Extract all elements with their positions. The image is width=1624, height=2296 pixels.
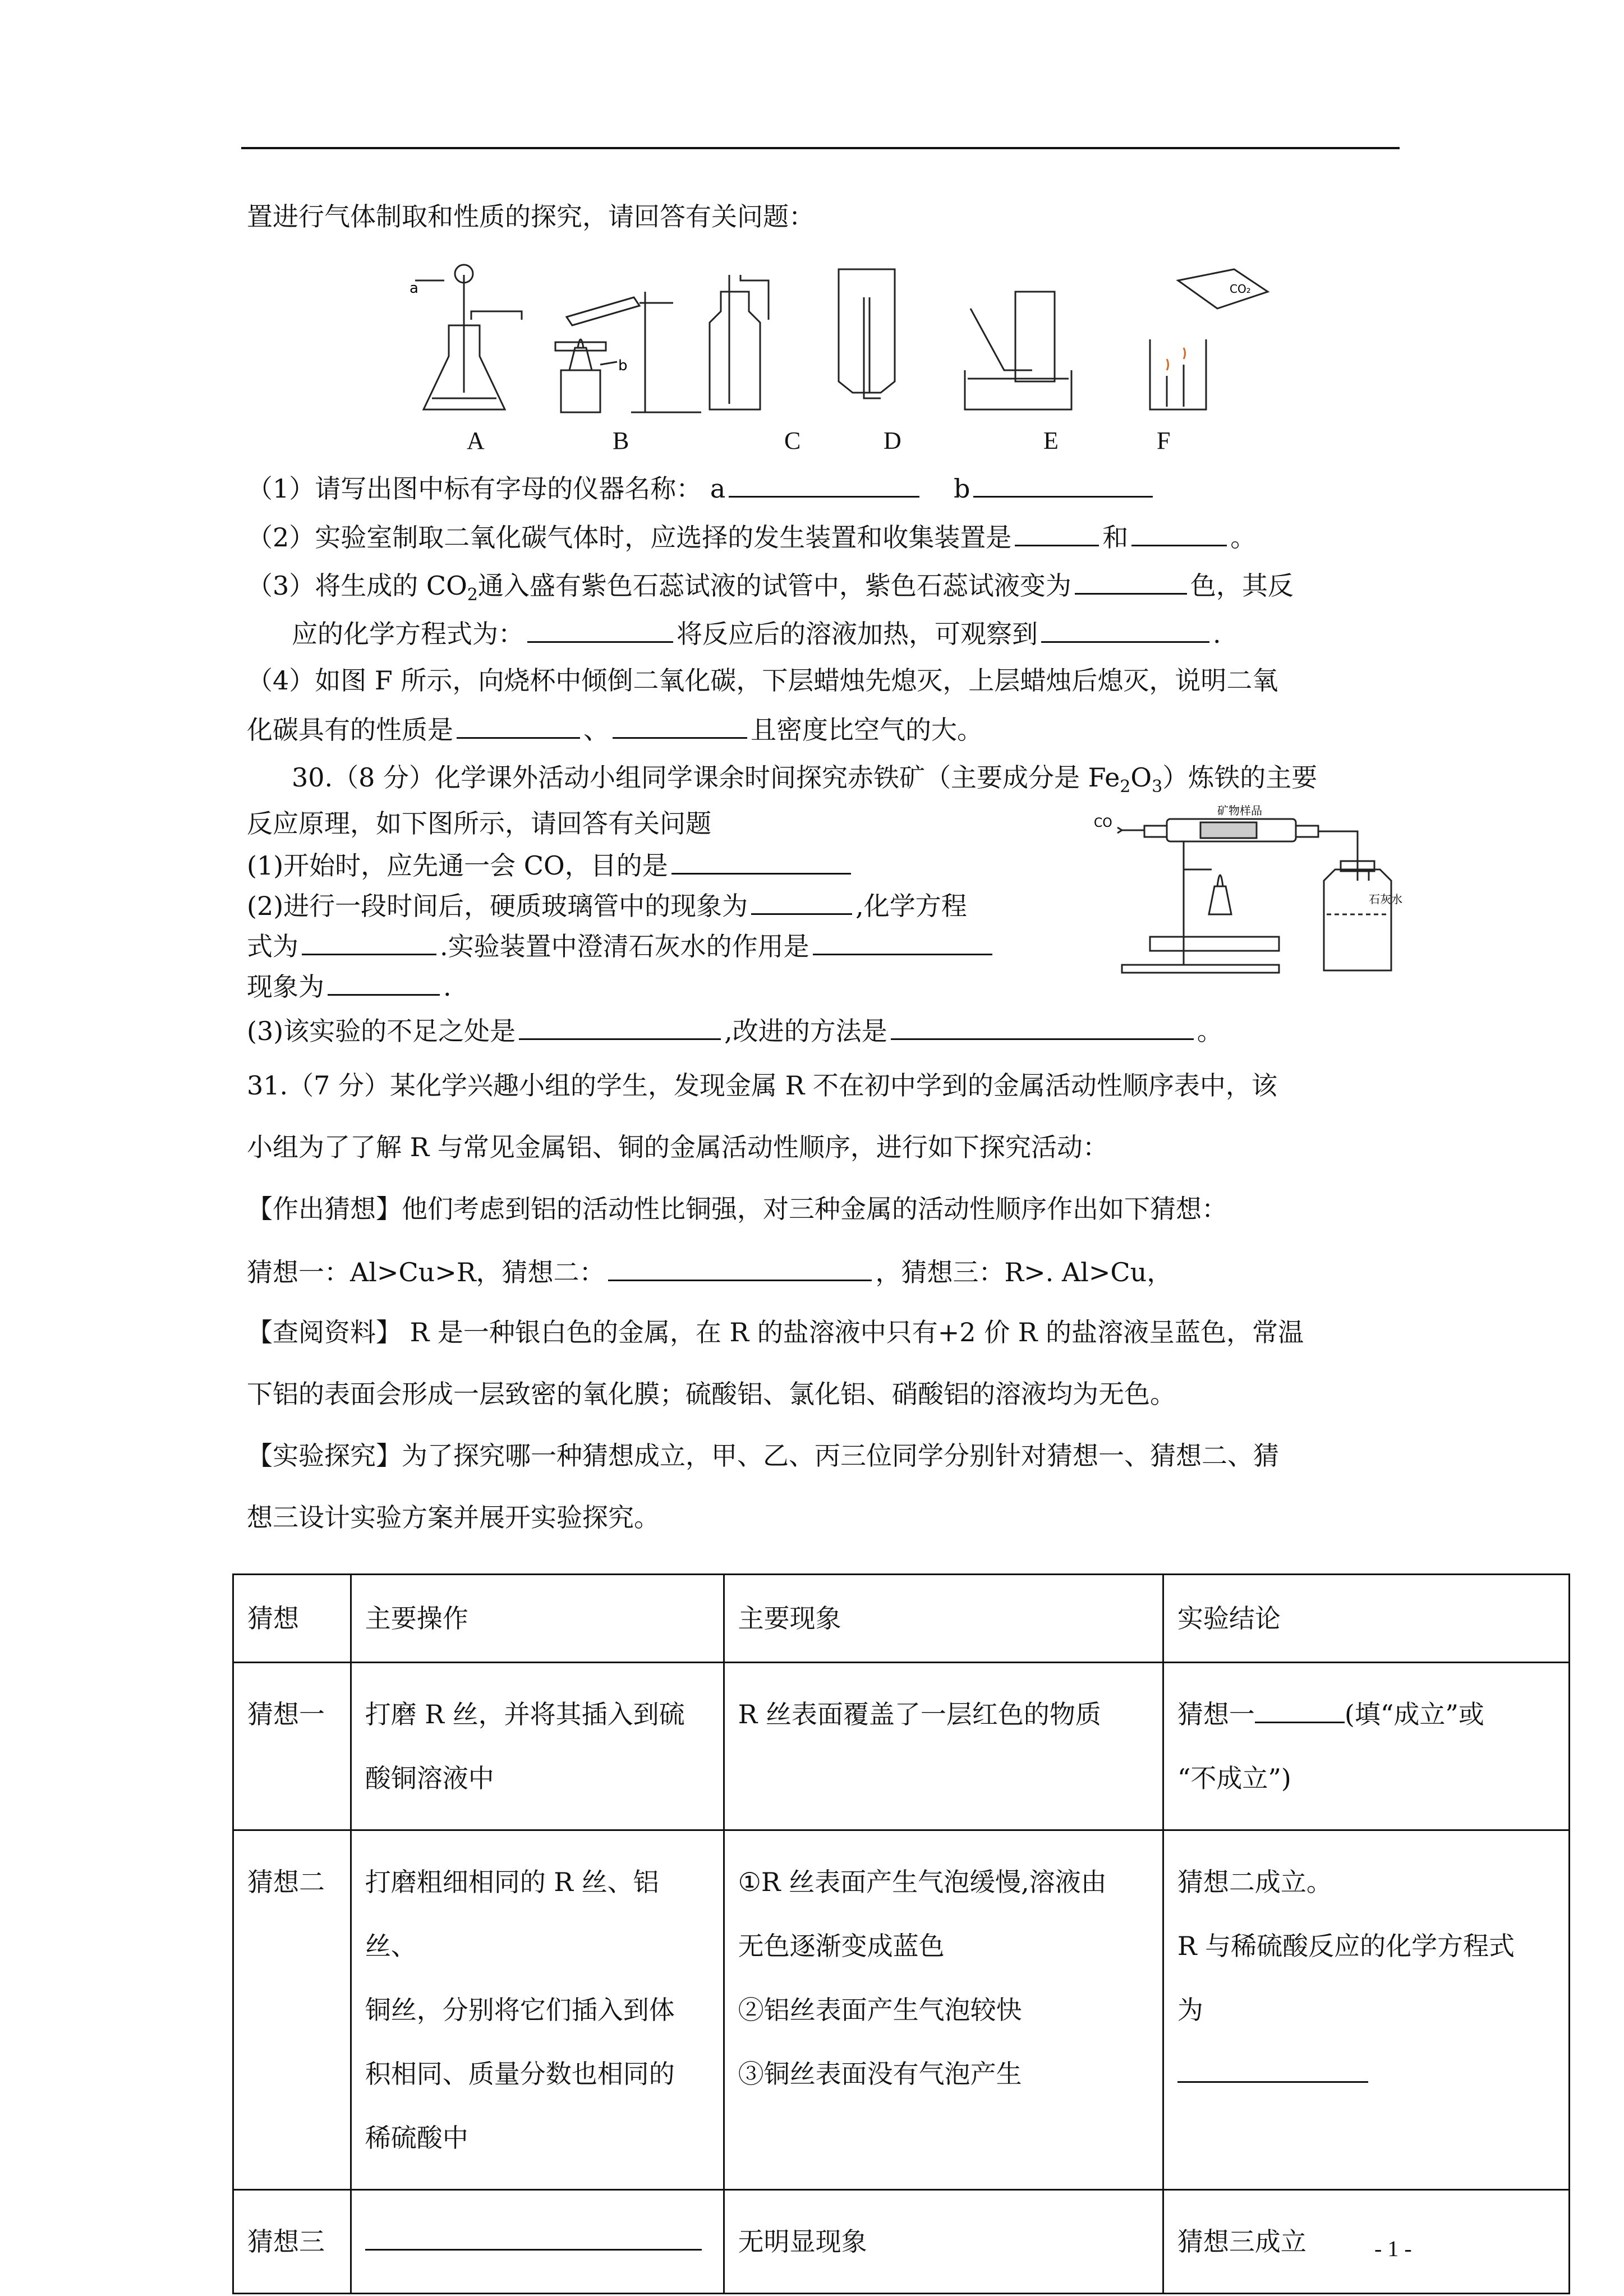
figure-label-d: D: [884, 427, 901, 454]
table-header: 主要现象: [724, 1575, 1163, 1663]
figure-label-c: C: [784, 427, 801, 454]
answer-blank-conclusion1[interactable]: [1255, 1694, 1345, 1723]
table-row: [233, 1663, 1570, 1830]
q31-line2: 小组为了了解 R 与常见金属铝、铜的金属活动性顺序，进行如下探究活动：: [247, 1132, 1108, 1162]
answer-blank-limewater-role[interactable]: [813, 928, 992, 955]
table-header: 主要操作: [351, 1575, 724, 1663]
q29-part3-line2: 应的化学方程式为： 将反应后的溶液加热，可观察到 .: [292, 615, 1221, 651]
q30-line7: (3)该实验的不足之处是 ,改进的方法是 。: [247, 1013, 1223, 1048]
table-cell: R 丝表面覆盖了一层红色的物质: [724, 1663, 1163, 1830]
mark-b: b: [618, 357, 628, 374]
q29-part4-line2: 化碳具有的性质是 、 且密度比空气的大。: [247, 711, 983, 747]
q31-line5: 【查阅资料】 R 是一种银白色的金属，在 R 的盐溶液中只有+2 价 R 的盐溶液呈蓝色，常温: [247, 1317, 1304, 1347]
q31-line1: 31.（7 分）某化学兴趣小组的学生，发现金属 R 不在初中学到的金属活动性顺序表中，该: [247, 1070, 1277, 1101]
header-rule: [241, 147, 1400, 149]
table-cell: 猜想三: [233, 2190, 351, 2294]
table-row: [233, 2190, 1570, 2294]
table-cell: ①R 丝表面产生气泡缓慢,溶液由 无色逐渐变成蓝色 ②铝丝表面产生气泡较快 ③铜丝表面没有气泡产生: [724, 1830, 1163, 2190]
q30-line5: 式为 .实验装置中澄清石灰水的作用是: [247, 928, 996, 963]
answer-blank-equation[interactable]: [527, 615, 673, 643]
apparatus-figure: [410, 258, 1290, 426]
answer-blank-hypothesis2[interactable]: [608, 1254, 872, 1281]
q30-line1: 30.（8 分）化学课外活动小组同学课余时间探究赤铁矿（主要成分是 $Fe_2O_3$）炼铁的主要: [292, 762, 1318, 797]
fig-label-co: CO: [1094, 816, 1112, 830]
q31-line8: 想三设计实验方案并展开实验探究。: [247, 1502, 660, 1533]
figure-label-a: A: [467, 427, 485, 454]
answer-blank-color[interactable]: [1075, 567, 1187, 595]
table-cell: 猜想一 (填“成立”或 “不成立”): [1163, 1663, 1569, 1830]
mark-a: a: [410, 280, 418, 297]
apparatus-e-trough: [965, 292, 1071, 409]
answer-blank-shortcoming[interactable]: [519, 1013, 721, 1040]
apparatus-b-heating: [555, 292, 701, 412]
q31-line3: 【作出猜想】他们考虑到铝的活动性比铜强，对三种金属的活动性顺序作出如下猜想：: [247, 1194, 1227, 1224]
figure-label-b: B: [613, 427, 629, 454]
answer-blank-limewater-phenomenon[interactable]: [328, 968, 440, 996]
answer-blank-generator[interactable]: [1015, 519, 1099, 546]
answer-blank-a[interactable]: [729, 470, 919, 498]
answer-blank-purpose[interactable]: [671, 847, 851, 875]
apparatus-d-bottle: [839, 269, 895, 398]
answer-blank-phenomenon[interactable]: [751, 887, 852, 915]
mark-co2: CO₂: [1230, 282, 1251, 296]
table-cell: 猜想二: [233, 1830, 351, 2190]
table-header: 猜想: [233, 1575, 351, 1663]
q29-part4-line1: （4）如图 F 所示，向烧杯中倾倒二氧化碳，下层蜡烛先熄灭，上层蜡烛后熄灭，说明二氧: [247, 665, 1278, 696]
q29-part1: （1）请写出图中标有字母的仪器名称： a b: [247, 470, 1156, 505]
table-row: [233, 1830, 1570, 2190]
table-header: 实验结论: [1163, 1575, 1569, 1663]
table-header-row: [233, 1575, 1570, 1663]
q30-line2: 反应原理，如下图所示，请回答有关问题: [247, 808, 711, 839]
table-cell: 无明显现象: [724, 2190, 1163, 2294]
answer-blank-b[interactable]: [973, 470, 1153, 498]
answer-blank-equation2[interactable]: [302, 928, 436, 955]
q31-line6: 下铝的表面会形成一层致密的氧化膜；硫酸铝、氯化铝、硝酸铝的溶液均为无色。: [247, 1379, 1176, 1409]
table-cell: 猜想一: [233, 1663, 351, 1830]
answer-blank-property1[interactable]: [457, 711, 580, 739]
answer-blank-r-equation[interactable]: [1177, 2053, 1368, 2083]
q29-part3-line1: （3）将生成的 $CO_2$通入盛有紫色石蕊试液的试管中，紫色石蕊试液变为 色，其反: [247, 567, 1294, 612]
q31-line4: 猜想一：Al>Cu>R，猜想二： ，猜想三：R>. Al>Cu，: [247, 1254, 1172, 1289]
iron-smelting-figure: [1088, 802, 1414, 982]
apparatus-c-bottle: [710, 275, 769, 409]
q29-part2: （2）实验室制取二氧化碳气体时，应选择的发生装置和收集装置是 和 。: [247, 519, 1256, 554]
answer-blank-improvement[interactable]: [891, 1013, 1194, 1040]
table-cell: 打磨 R 丝，并将其插入到硫 酸铜溶液中: [351, 1663, 724, 1830]
page-number: - 1 -: [1374, 2236, 1412, 2261]
q30-line6: 现象为 .: [247, 968, 452, 1004]
table-cell: [351, 2190, 724, 2294]
table-cell: 猜想三成立: [1163, 2190, 1569, 2294]
answer-blank-collector[interactable]: [1131, 519, 1227, 546]
q30-line3: (1)开始时，应先通一会 CO，目的是: [247, 847, 854, 882]
fig-label-sample: 矿物样品: [1217, 804, 1262, 817]
table-cell: 猜想二成立。 R 与稀硫酸反应的化学方程式 为: [1163, 1830, 1569, 2190]
answer-blank-observation[interactable]: [1041, 615, 1209, 643]
q31-line7: 【实验探究】为了探究哪一种猜想成立，甲、乙、丙三位同学分别针对猜想一、猜想二、猜: [247, 1441, 1279, 1471]
figure-label-e: E: [1043, 427, 1059, 454]
apparatus-a-flask: [415, 265, 522, 409]
table-cell: 打磨粗细相同的 R 丝、铝丝、 铜丝，分别将它们插入到体 积相同、质量分数也相同的 稀硫酸中: [351, 1830, 724, 2190]
fig-label-limewater: 石灰水: [1369, 892, 1402, 906]
q30-line4: (2)进行一段时间后，硬质玻璃管中的现象为 ,化学方程: [247, 887, 967, 923]
figure-label-f: F: [1157, 427, 1171, 454]
intro-line: 置进行气体制取和性质的探究，请回答有关问题：: [247, 201, 815, 232]
answer-blank-property2[interactable]: [613, 711, 747, 739]
experiment-table: [232, 1573, 1570, 2294]
answer-blank-operation3[interactable]: [365, 2221, 702, 2251]
